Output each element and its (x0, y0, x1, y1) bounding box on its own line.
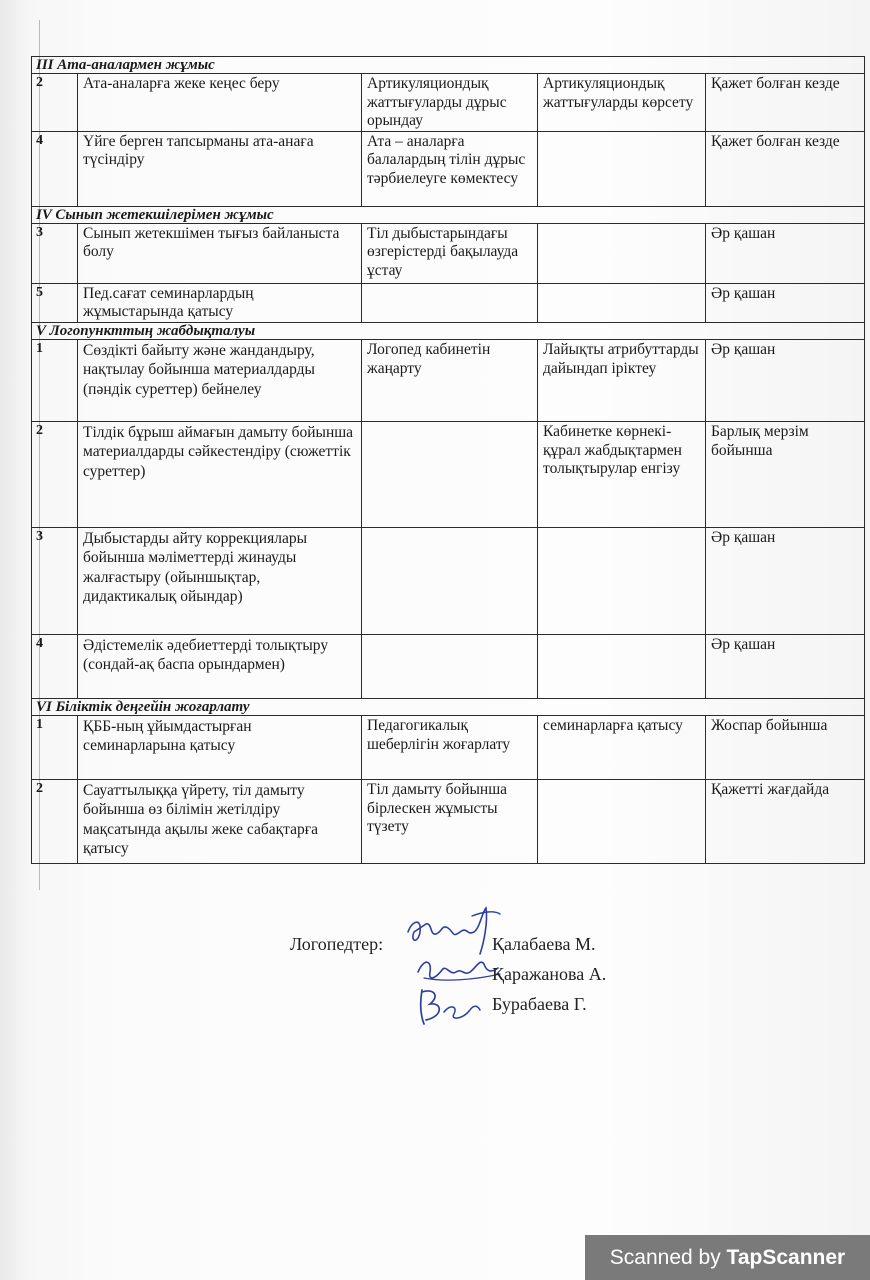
watermark-brand: TapScanner (726, 1246, 846, 1269)
form-cell (538, 779, 706, 863)
deadline-cell: Әр қашан (706, 527, 865, 634)
task-cell: Үйге берген тапсырманы ата-анаға түсіндіру (78, 131, 362, 206)
section-title: IV Сынып жетекшілерімен жұмыс (32, 206, 865, 223)
row-number: 2 (32, 421, 78, 527)
section-header-class-teachers (32, 206, 865, 223)
signature-name-2: Қаражанова А. (492, 964, 607, 984)
task-cell: Сауаттылыққа үйрету, тіл дамыту бойынша өз білімін жетілдіру мақсатында ақылы жеке сабақтарға қатысу (78, 779, 362, 863)
table-row (32, 283, 865, 322)
handwritten-signature-2 (414, 948, 504, 988)
table-row (32, 74, 865, 132)
deadline-cell: Қажет болған кезде (706, 74, 865, 132)
section-header-qualification (32, 698, 865, 715)
section-title: V Логопункттың жабдықталуы (32, 322, 865, 339)
goal-cell (362, 527, 538, 634)
table-row (32, 779, 865, 863)
task-cell: Тілдік бұрыш аймағын дамыту бойынша материалдарды сәйкестендіру (сюжеттік суреттер) (78, 421, 362, 527)
work-plan-table (31, 56, 865, 864)
section-title: ІІІ Ата-аналармен жұмыс (32, 57, 865, 74)
deadline-cell: Әр қашан (706, 339, 865, 421)
form-cell (538, 283, 706, 322)
goal-cell: Ата – аналарға балалардың тілін дұрыс тәрбиелеуге көмектесу (362, 131, 538, 206)
deadline-cell: Әр қашан (706, 223, 865, 283)
form-cell: Кабинетке көрнекі-құрал жабдықтармен толықтырулар енгізу (538, 421, 706, 527)
deadline-cell: Барлық мерзім бойынша (706, 421, 865, 527)
goal-cell: Тіл дамыту бойынша бірлескен жұмысты түзету (362, 779, 538, 863)
form-cell: Лайықты атрибуттарды дайындап іріктеу (538, 339, 706, 421)
row-number: 1 (32, 715, 78, 779)
section-header-equipment (32, 322, 865, 339)
tapscanner-watermark (585, 1235, 870, 1280)
goal-cell: Артикуляциондық жаттығуларды дұрыс орындау (362, 74, 538, 132)
table-row (32, 131, 865, 206)
task-cell: Әдістемелік әдебиеттерді толықтыру (сондай-ақ баспа орындармен) (78, 634, 362, 698)
deadline-cell: Қажет болған кезде (706, 131, 865, 206)
row-number: 2 (32, 779, 78, 863)
table-row (32, 634, 865, 698)
deadline-cell: Әр қашан (706, 634, 865, 698)
watermark-prefix: Scanned by (609, 1246, 727, 1269)
deadline-cell: Жоспар бойынша (706, 715, 865, 779)
table-row (32, 421, 865, 527)
goal-cell (362, 634, 538, 698)
signature-name-1: Қалабаева М. (492, 934, 596, 954)
section-title: VI Біліктік деңгейін жоғарлату (32, 698, 865, 715)
signature-block (290, 928, 710, 1028)
goal-cell (362, 283, 538, 322)
form-cell (538, 634, 706, 698)
signature-name-3: Бурабаева Г. (492, 994, 587, 1014)
handwritten-signature-3 (414, 984, 484, 1028)
table-row (32, 715, 865, 779)
table-row (32, 339, 865, 421)
row-number: 5 (32, 283, 78, 322)
goal-cell: Педагогикалық шеберлігін жоғарлату (362, 715, 538, 779)
form-cell (538, 131, 706, 206)
table-row (32, 223, 865, 283)
task-cell: Сөздікті байыту және жандандыру, нақтылау бойынша материалдарды (пәндік суреттер) бейнелеу (78, 339, 362, 421)
row-number: 1 (32, 339, 78, 421)
form-cell (538, 223, 706, 283)
section-header-parents (32, 57, 865, 74)
task-cell: Сынып жетекшімен тығыз байланыста болу (78, 223, 362, 283)
deadline-cell: Әр қашан (706, 283, 865, 322)
goal-cell: Тіл дыбыстарындағы өзгерістерді бақылауда ұстау (362, 223, 538, 283)
row-number: 4 (32, 131, 78, 206)
row-number: 3 (32, 223, 78, 283)
deadline-cell: Қажетті жағдайда (706, 779, 865, 863)
goal-cell (362, 421, 538, 527)
signature-label: Логопедтер: (290, 934, 384, 954)
table-row (32, 527, 865, 634)
row-number: 2 (32, 74, 78, 132)
row-number: 3 (32, 527, 78, 634)
form-cell: семинарларға қатысу (538, 715, 706, 779)
row-number: 4 (32, 634, 78, 698)
task-cell: ҚББ-ның ұйымдастырған семинарларына қатысу (78, 715, 362, 779)
task-cell: Дыбыстарды айту коррекциялары бойынша мәліметтерді жинауды жалғастыру (ойыншықтар, дидактикалық ойындар) (78, 527, 362, 634)
goal-cell: Логопед кабинетін жаңарту (362, 339, 538, 421)
task-cell: Пед.сағат семинарлардың жұмыстарында қатысу (78, 283, 362, 322)
task-cell: Ата-аналарға жеке кеңес беру (78, 74, 362, 132)
form-cell (538, 527, 706, 634)
form-cell: Артикуляциондық жаттығуларды көрсету (538, 74, 706, 132)
